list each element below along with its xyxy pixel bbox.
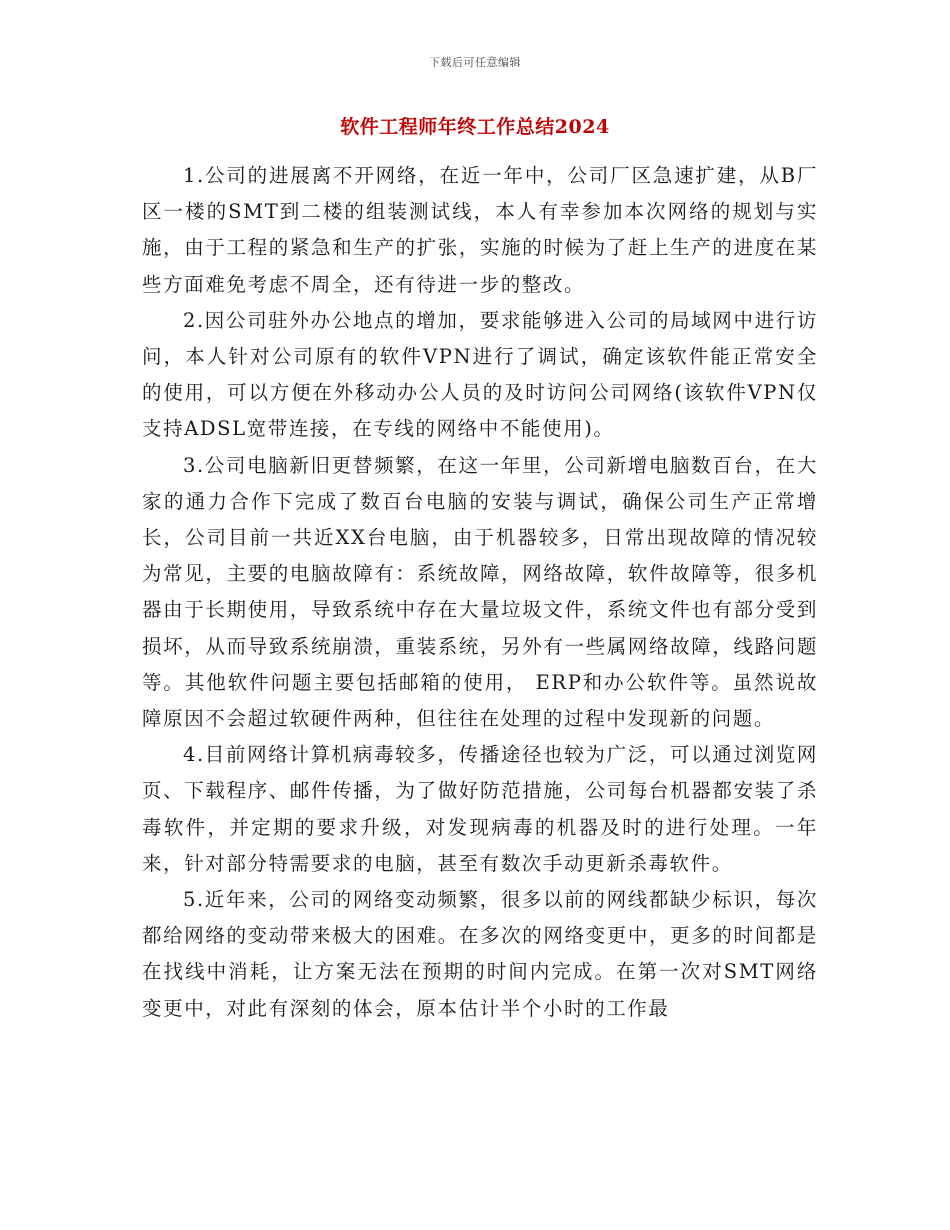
header-note: 下载后可任意编辑 — [429, 56, 521, 69]
paragraph-4: 4.目前网络计算机病毒较多，传播途径也较为广泛，可以通过浏览网页、下载程序、邮件传播，为了做好防范措施，公司每台机器都安装了杀毒软件，并定期的要求升级，对发现病毒的机器及时的进行处理。一年来，针对部分特需要求的电脑，甚至有数次手动更新杀毒软件。 — [142, 743, 818, 875]
paragraph-1: 1.公司的进展离不开网络，在近一年中，公司厂区急速扩建，从B厂区一楼的SMT到二楼的组装测试线，本人有幸参加本次网络的规划与实施，由于工程的紧急和生产的扩张，实施的时候为了赶上生产的进度在某些方面难免考虑不周全，还有待进一步的整改。 — [142, 164, 818, 296]
paragraph-3: 3.公司电脑新旧更替频繁，在这一年里，公司新增电脑数百台，在大家的通力合作下完成了数百台电脑的安装与调试，确保公司生产正常增长，公司目前一共近XX台电脑，由于机器较多，日常出现故障的情况较为常见，主要的电脑故障有：系统故障，网络故障，软件故障等，很多机器由于长期使用，导致系统中存在大量垃圾文件，系统文件也有部分受到损坏，从而导致系统崩溃，重装系统，另外有一些属网络故障，线路问题等。其他软件问题主要包括邮箱的使用， ERP和办公软件等。虽然说故障原因不会超过软硬件两种，但往往在处理的过程中发现新的问题。 — [142, 453, 818, 731]
paragraph-5: 5.近年来，公司的网络变动频繁，很多以前的网线都缺少标识，每次都给网络的变动带来极大的困难。在多次的网络变更中，更多的时间都是在找线中消耗，让方案无法在预期的时间内完成。在第一次对SMT网络变更中，对此有深刻的体会，原本估计半个小时的工作最 — [142, 888, 818, 1020]
document-body — [142, 158, 818, 1027]
paragraph-2: 2.因公司驻外办公地点的增加，要求能够进入公司的局域网中进行访问，本人针对公司原有的软件VPN进行了调试，确定该软件能正常安全的使用，可以方便在外移动办公人员的及时访问公司网络(该软件VPN仅支持ADSL宽带连接，在专线的网络中不能使用)。 — [142, 308, 818, 441]
document-title: 软件工程师年终工作总结2024 — [340, 116, 610, 138]
